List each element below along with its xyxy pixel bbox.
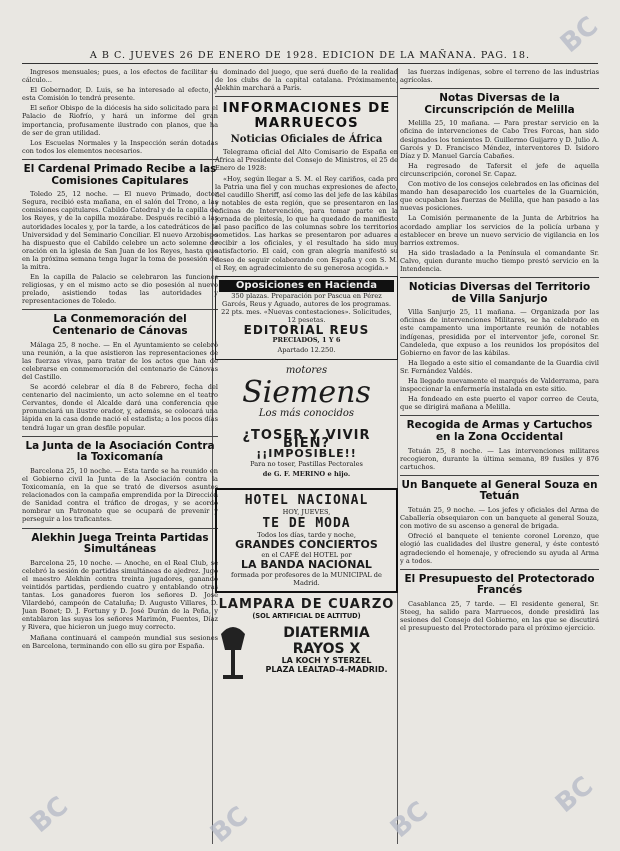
section-title: INFORMACIONES DE MARRUECOS xyxy=(222,101,391,132)
divider xyxy=(400,88,599,89)
divider xyxy=(22,528,218,529)
ad-toser xyxy=(215,427,398,483)
ad-hotel-nacional xyxy=(215,488,398,592)
divider xyxy=(400,277,599,278)
ad-lampara-title: LAMPARA DE CUARZO xyxy=(218,596,395,612)
ad-title: Oposiciones en Hacienda xyxy=(219,280,394,292)
paragraph: Tetuán 25, 9 noche. — Los jefes y oficiales del Arma de Caballería obsequiaron con un banquete al general Souza, con motivo de su ascenso a general de brigada. xyxy=(400,506,599,531)
paragraph: Ingresos mensuales; pues, a los efectos de facilitar su cálculo... xyxy=(22,68,218,85)
divider xyxy=(400,475,599,476)
header-rule xyxy=(22,63,598,64)
watermark-logo: BC xyxy=(204,801,254,849)
ad-lampara-line: LA KOCH Y STERZEL xyxy=(281,656,372,666)
column-3 xyxy=(400,68,599,844)
paragraph: Ha regresado de Tafersit el jefe de aquella circunscripción, coronel Sr. Capaz. xyxy=(400,161,599,178)
page-header: A B C. JUEVES 26 DE ENERO DE 1928. EDICION DE LA MAÑANA. PAG. 18. xyxy=(89,50,531,61)
ad-oposiciones xyxy=(215,276,398,361)
ad-lampara-line: RAYOS X xyxy=(292,641,361,658)
ad-hotel-line: HOY, JUEVES, xyxy=(282,508,331,517)
ad-apartado: Apartado 12.250. xyxy=(277,346,336,355)
divider xyxy=(22,159,218,160)
article-title: La Conmemoración del Centenario de Cánovas xyxy=(52,313,188,338)
paragraph: Mañana continuará el campeón mundial sus sesiones en Barcelona, terminando con ello su gira por España. xyxy=(22,633,218,650)
ad-hotel-line: TE DE MODA xyxy=(262,516,351,532)
paragraph: En la capilla de Palacio se celebraron las funciones religiosas, y en el mismo acto se dio posesión al nuevo prelado, asistiendo todas las autoridades y representaciones de Toledo. xyxy=(22,273,218,306)
paragraph: Barcelona 25, 10 noche. — Esta tarde se ha reunido en el Gobierno civil la Junta de la Asociación contra la Toxicomanía, en la que se trató de diversos asuntos relacionados con la campaña emprendida por la Dirección de Sanidad contra el tráfico de drogas, y se acordó nombrar un Patronato que se ocupará de prevenir y perseguir a los traficantes. xyxy=(22,466,218,524)
ad-hotel-line: Todos los días, tarde y noche, xyxy=(257,531,356,540)
article-title: Noticias Diversas del Territorio de Villa Sanjurjo xyxy=(408,281,591,305)
ad-siemens xyxy=(215,364,398,422)
paragraph: Villa Sanjurjo 25, 11 mañana. — Organizada por las oficinas de intervenciones Militares, se ha celebrado en este campamento una importante reunión de notables indígenas, presidida por el interventor jefe, coronel Sr. Candeleda, que expuso a los reunidos los propósitos del Gobierno en favor de las kábilas. xyxy=(400,308,599,357)
lamp-icon xyxy=(215,620,251,680)
paragraph: El señor Obispo de la diócesis ha sido solicitado para el Palacio de Riofrío, y hará un informe del gran importancia, profusamente ilustrado con planos, que ha de ser de gran utilidad. xyxy=(22,104,218,137)
ad-lampara-line: PLAZA LEALTAD-4-MADRID. xyxy=(265,664,388,674)
article-title: Un Banquete al General Souza en Tetuán xyxy=(401,478,598,503)
article-title: Recogida de Armas y Cartuchos en la Zona Occidental xyxy=(406,419,593,443)
ad-hotel-line: en el CAFÉ del HOTEL por xyxy=(261,551,352,560)
ad-hotel-line: formada por profesores de la MUNICIPAL de Madrid. xyxy=(231,571,382,588)
divider xyxy=(400,415,599,416)
watermark-logo: BC xyxy=(554,11,604,59)
ad-hotel-line: GRANDES CONCIERTOS xyxy=(235,538,378,552)
paragraph: dominado del juego, que será dueño de la realidad de los clubs de la capital catalana. Próximamente, Alekhin marchará a París. xyxy=(215,68,398,93)
ad-lampara-sub: (SOL ARTIFICIAL DE ALTITUD) xyxy=(252,611,361,620)
paragraph: Se acordó celebrar el día 8 de Febrero, fecha del centenario del nacimiento, un acto solemne en el teatro Cervantes, donde el Alcalde dará una conferencia que pronunciará un ilustre orador, y, además, se colocará una lápida en la casa donde nació el estadista; a los pocos días tendrá lugar un gran desfile popular. xyxy=(22,383,218,432)
ad-hotel-name: HOTEL NACIONAL xyxy=(244,493,369,509)
paragraph: Málaga 25, 8 noche. — En el Ayuntamiento se celebró una reunión, a la que asistieron las representaciones de las fuerzas vivas, para tratar de los actos que han de celebrarse en conmemoración del centenario de Cánovas del Castillo. xyxy=(22,340,218,381)
section-subtitle: Noticias Oficiales de África xyxy=(230,134,383,146)
paragraph: Ha sido trasladado a la Península el comandante Sr. Calvo, quien durante mucho tiempo prestó servicio en la Intendencia. xyxy=(400,248,599,273)
paragraph: La Comisión permanente de la Junta de Arbitrios ha acordado ampliar los servicios de la policía urbana y establecer en breve un nuevo servicio de vigilancia en los barrios extremos. xyxy=(400,214,599,247)
paragraph: las fuerzas indígenas, sobre el terreno de las industrias agrícolas. xyxy=(400,68,599,85)
paragraph: Telegrama oficial del Alto Comisario de España en África al Presidente del Consejo de Ministros, el 25 de Enero de 1928: xyxy=(215,148,398,173)
paragraph: Ha llegado a este sitio el comandante de la Guardia civil Sr. Fernández Valdés. xyxy=(400,358,599,375)
watermark-logo: BC xyxy=(24,791,74,839)
article-title: Alekhin Juega Treinta Partidas Simultáneas xyxy=(31,531,209,556)
ad-siemens-top: motores xyxy=(285,365,328,377)
paragraph: Ha llegado nuevamente el marqués de Valderrama, para inspeccionar la enfermería instalada en este sitio. xyxy=(400,377,599,394)
watermark-logo: BC xyxy=(549,771,599,819)
divider xyxy=(215,96,398,97)
watermark-logo: BC xyxy=(384,796,434,844)
ad-siemens-brand: Siemens xyxy=(242,374,371,410)
article-title: La Junta de la Asociación Contra la Toxicomanía xyxy=(25,439,215,464)
article-title: Notas Diversas de la Circunscripción de Melilla xyxy=(424,92,575,116)
ad-siemens-tagline: Los más conocidos xyxy=(258,407,355,419)
ad-toser-title: ¿TOSER Y VIVIR BIEN? xyxy=(242,427,371,451)
divider xyxy=(22,436,218,437)
ad-lampara-line: DIATERMIA xyxy=(283,625,370,642)
paragraph: Casablanca 25, 7 tarde. — El residente general, Sr. Steeg, ha salido para Marruecos, donde presidirá las sesiones del Consejo del Gobierno, en las que se discutirá el presupuesto del Protectorado para el próximo ejercicio. xyxy=(400,599,599,633)
ad-address: PRECIADOS, 1 Y 6 xyxy=(272,336,341,345)
paragraph: Con motivo de los consejos celebrados en las oficinas del mando han desaparecido los cuarteles de la Guarnición, que ocupaban las fuerzas de Melilla, que han pasado a las nuevas posiciones. xyxy=(400,180,599,213)
article-title: El Presupuesto del Protectorado Francés xyxy=(404,572,595,597)
paragraph: «Hoy, según llegar a S. M. el Rey cariños, cada pro la Patria una fiel y con muchas expresiones de afecto, del caudillo Sheriff, así como las del jefe de las kábilas y notables de esta región, que se presentaron en las oficinas de Intervención, para tomar parte en la jornada de pleitesía, lo que ha quedado de manifiesto el paso pacífico de las columnas sobre los territorios sometidos. Las harkas se presentaron por aduares a recibir a los oficiales, y el resultado ha sido muy satisfactorio. El caíd, con gran alegría manifestó su deseo de seguir colaborando con España y con S. M. el Rey, en agradecimiento de su generosa acogida.» xyxy=(215,174,398,272)
ad-publisher: EDITORIAL REUS xyxy=(243,323,370,338)
ad-toser-title2: ¡¡IMPOSIBLE!! xyxy=(256,446,357,460)
divider xyxy=(400,569,599,570)
ad-toser-text: Para no toser, Pastillas Pectorales xyxy=(250,459,363,468)
divider xyxy=(22,309,218,310)
paragraph: Ofreció el banquete el teniente coronel Lorenzo, que elogió las cualidades del ilustre general, y éste contestó agradeciendo el homenaje, y ofreciendo su ayuda al Arma y a todos. xyxy=(400,532,599,565)
column-2 xyxy=(215,68,398,844)
paragraph: Tetuán 25, 8 noche. — Las intervenciones militares recogieron, durante la última semana, 89 fusiles y 876 cartuchos. xyxy=(400,446,599,471)
article-title: El Cardenal Primado Recibe a las Comisiones Capitulares xyxy=(23,162,217,187)
paragraph: Melilla 25, 10 mañana. — Para prestar servicio en la oficina de intervenciones de Cabo Tres Forcas, han sido designados los tenientes D. Guillermo Guijarro y D. Julio A. Garcés y D. Francisco Méndez, interventores D. Isidoro Díaz y D. Manuel García Cabañes. xyxy=(400,119,599,160)
ad-lampara xyxy=(215,598,398,680)
ad-hotel-line: LA BANDA NACIONAL xyxy=(241,558,372,572)
paragraph: Los Escuelas Normales y la Inspección serán dotadas con todos los elementos necesarios. xyxy=(22,138,218,155)
paragraph: Toledo 25, 12 noche. — El nuevo Primado, doctor Segura, recibió esta mañana, en el salón del Trono, a las comisiones capitulares. Cabildo Catedral y de la capilla de los Reyes, y de la capilla mozárabe. Después recibió a las autoridades locales y, por la tarde, a los catedráticos de la Universidad y del Seminario Conciliar. El nuevo Arzobispo ha dispuesto que el Cabildo celebre un acto solemne de oración en la iglesia de San Juan de los Reyes, hasta que en la próxima semana tenga lugar la toma de posesión de la mitra. xyxy=(22,190,218,271)
paragraph: El Gobernador, D. Luis, se ha interesado al efecto, y esta Comisión lo tendrá presente. xyxy=(22,86,218,103)
ad-text: 350 plazas. Preparación por Pascua en Pérez Garcés, Reus y Aguado, autores de los programas. 22 pts. mes. «Nuevas contestaciones». Solicitudes, 12 pesetas. xyxy=(221,291,392,325)
ad-toser-maker: de G. F. MERINO e hijo. xyxy=(262,470,351,478)
paragraph: Barcelona 25, 10 noche. — Anoche, en el Real Club, se celebró la sesión de partidas simultáneas de ajedrez. Jugó el maestro Alekhin contra treinta jugadores, ganando veintidós partidas, perdiendo cuatro y entablando otras tantas. Los ganadores fueron los señores D. José Vilardebó, campeón de Cataluña; D. Augusto Villares, D. Juan Bonet; D. J. Fortuny y D. José Durán de la Peña, y entablaron las suyas los señores Marimón, Fuentes, Díaz y Rivera, que hicieron un juego muy correcto. xyxy=(22,558,218,632)
column-1 xyxy=(22,68,218,844)
paragraph: Ha fondeado en este puerto el vapor correo de Ceuta, que se dirigirá mañana a Melilla. xyxy=(400,395,599,412)
